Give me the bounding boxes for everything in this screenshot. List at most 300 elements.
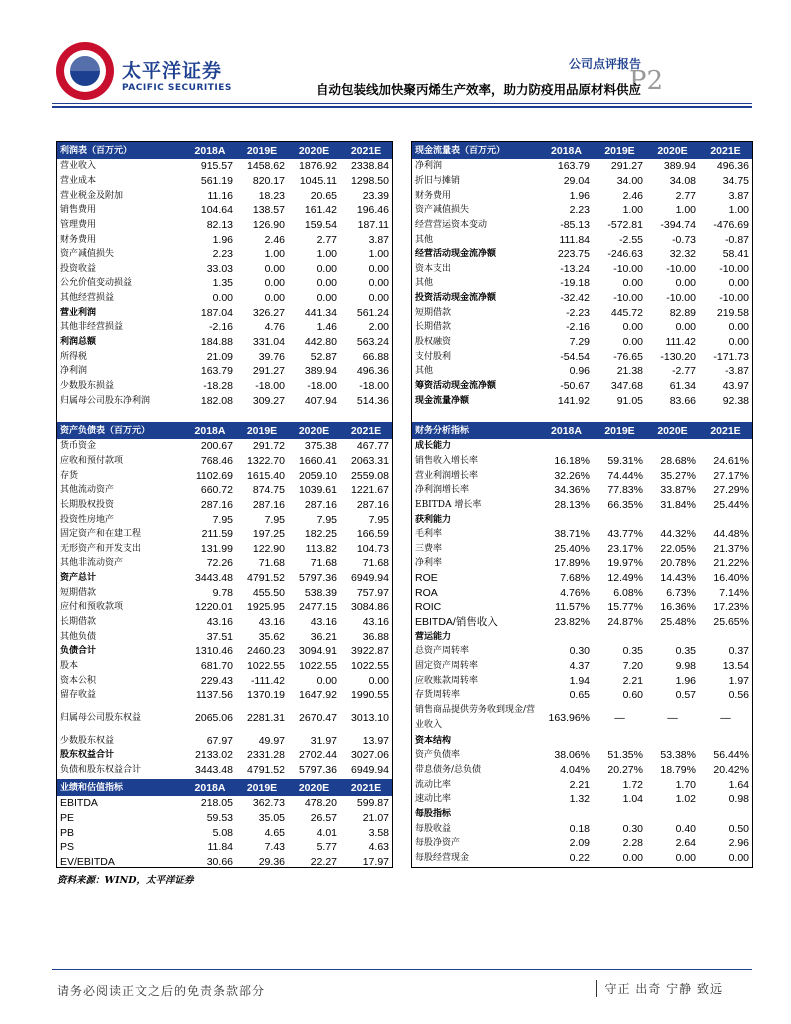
cell-value: 757.97: [356, 586, 389, 599]
cell-value: 4.04%: [560, 764, 590, 777]
data-source-note: 资料来源：WIND，太平洋证券: [57, 875, 194, 886]
table-row: [57, 454, 392, 469]
row-label: 毛利率: [415, 529, 443, 540]
cell-value: 43.16: [310, 616, 337, 628]
cell-value: [540, 512, 593, 527]
cell-value: 7.43: [264, 841, 285, 854]
cell-value: 1925.95: [247, 601, 285, 614]
row-label: 每股净资产: [415, 838, 461, 849]
row-label: 存货周转率: [415, 690, 461, 701]
cell-value: 111.84: [559, 233, 590, 246]
table-row: [412, 335, 752, 350]
cell-value: 347.68: [610, 379, 643, 392]
cell-value: 11.16: [207, 189, 233, 202]
table-row: [57, 825, 392, 840]
cell-value: 331.04: [252, 336, 285, 348]
cell-value: 375.38: [304, 440, 337, 453]
table-title: 财务分析指标: [412, 422, 540, 439]
cell-value: 291.27: [252, 365, 285, 378]
table-row: [412, 615, 752, 630]
cell-value: 9.78: [212, 586, 233, 599]
row-label: 每股收益: [415, 823, 452, 834]
section-row: [412, 439, 752, 454]
table-header-row: [57, 779, 392, 796]
row-label: 总资产周转率: [415, 646, 470, 657]
cell-value: 2.96: [728, 837, 749, 850]
cell-value: 25.44%: [713, 498, 749, 511]
cell-value: 43.16: [362, 616, 389, 628]
cell-value: 2477.15: [299, 601, 337, 614]
cell-value: [540, 807, 593, 822]
cell-value: 0.22: [569, 851, 590, 864]
column-header: 2021E: [699, 142, 752, 159]
cell-value: 1370.19: [247, 689, 285, 702]
table-row: [412, 483, 752, 498]
table-row: [412, 320, 752, 335]
table-row: [412, 763, 752, 778]
cell-value: -18.28: [203, 379, 233, 392]
table-row: [412, 703, 752, 734]
cell-value: 1.00: [675, 204, 696, 217]
cell-value: 0.37: [728, 645, 749, 658]
cell-value: 43.97: [722, 379, 749, 392]
table-row: [412, 218, 752, 233]
cell-value: 1039.61: [299, 484, 337, 497]
table-row: [412, 688, 752, 703]
column-header: 2019E: [593, 142, 646, 159]
row-label: 每股经营现金: [415, 852, 470, 863]
row-label: EBITDA: [60, 797, 98, 810]
cell-value: 71.68: [258, 557, 285, 570]
cell-value: 1.00: [264, 248, 285, 261]
row-label: 其他经营损益: [60, 293, 115, 304]
row-label: 营业利润: [60, 307, 97, 318]
cell-value: 2.21: [622, 674, 643, 687]
cell-value: 3.87: [728, 189, 749, 202]
cell-value: 2.46: [264, 233, 285, 246]
table-row: [57, 571, 392, 586]
cell-value: 187.11: [357, 218, 389, 231]
table-row: [412, 498, 752, 513]
cell-value: 18.23: [258, 189, 285, 202]
row-label: 净利润: [415, 161, 443, 172]
table-row: [57, 247, 392, 262]
table-row: [57, 232, 392, 247]
cell-value: 1220.01: [195, 601, 233, 614]
column-header: 2018A: [184, 422, 236, 439]
cell-value: 2338.84: [351, 160, 389, 173]
cell-value: 163.79: [200, 365, 233, 378]
cell-value: 1322.70: [247, 454, 285, 467]
cell-value: [699, 807, 752, 822]
cell-value: 563.24: [356, 336, 389, 348]
cell-value: 163.79: [557, 160, 590, 173]
cell-value: 20.42%: [713, 764, 749, 777]
cell-value: 20.65: [310, 189, 337, 202]
cell-value: 131.99: [200, 542, 233, 555]
cell-value: 0.35: [622, 645, 643, 658]
cell-value: 29.36: [258, 855, 285, 868]
cell-value: 122.90: [252, 542, 285, 555]
cell-value: -54.54: [560, 350, 590, 363]
table-row: [57, 840, 392, 855]
cell-value: 7.95: [368, 513, 389, 526]
row-label: 少数股东权益: [60, 735, 115, 746]
cell-value: [540, 734, 593, 749]
cell-value: 16.18%: [554, 454, 590, 467]
cell-value: 2.28: [622, 837, 643, 850]
column-header: 2021E: [340, 779, 392, 796]
table-row: [57, 393, 392, 408]
financial-ratios-table: [412, 422, 752, 865]
cell-value: 1.04: [622, 793, 643, 806]
cell-value: 681.70: [200, 659, 233, 672]
cell-value: -85.13: [560, 218, 590, 231]
cell-value: 23.39: [362, 189, 389, 202]
table-row: [57, 159, 392, 174]
cell-value: 467.77: [356, 440, 389, 453]
cell-value: 0.40: [675, 822, 696, 835]
row-label: 存货: [60, 470, 79, 481]
row-label: 经营营运资本变动: [415, 219, 488, 230]
row-label: 流动比率: [415, 779, 452, 790]
row-label: 销售收入增长率: [415, 455, 479, 466]
cell-value: 3.58: [368, 826, 389, 839]
cell-value: 56.44%: [713, 749, 749, 762]
cell-value: 1.00: [316, 248, 337, 261]
row-label: 长期借款: [415, 322, 452, 333]
balance-sheet-table: [57, 422, 392, 777]
cell-value: 0.00: [316, 674, 337, 687]
cell-value: 538.39: [304, 586, 337, 599]
cell-value: 77.83%: [607, 484, 643, 497]
cell-value: 6.73%: [666, 586, 696, 599]
cell-value: 2.64: [675, 837, 696, 850]
cell-value: 362.73: [252, 797, 285, 810]
cell-value: 3084.86: [351, 601, 389, 614]
table-row: [57, 763, 392, 778]
row-label: 货币资金: [60, 441, 97, 452]
table-title: 现金流量表（百万元）: [412, 142, 540, 159]
cell-value: 0.65: [569, 689, 590, 702]
cell-value: 291.72: [252, 440, 285, 453]
row-label: 资本支出: [415, 263, 452, 274]
table-row: [57, 541, 392, 556]
cell-value: 25.40%: [554, 542, 590, 555]
cell-value: 1.35: [212, 277, 233, 290]
cell-value: 196.46: [356, 204, 389, 217]
cell-value: 0.30: [622, 822, 643, 835]
cell-value: 3094.91: [299, 645, 337, 658]
row-label: 营业成本: [60, 175, 97, 186]
cell-value: 0.30: [569, 645, 590, 658]
cell-value: 187.04: [200, 306, 233, 319]
cell-value: 20.78%: [660, 557, 696, 570]
column-header: 2019E: [236, 422, 288, 439]
table-row: [57, 659, 392, 674]
cell-value: -0.87: [725, 233, 749, 246]
column-header: 2020E: [646, 422, 699, 439]
cell-value: 218.05: [200, 797, 233, 810]
cell-value: -18.00: [255, 379, 285, 392]
row-label: 营业收入: [60, 161, 97, 172]
row-label: 资产减值损失: [415, 205, 470, 216]
cell-value: 5797.36: [299, 572, 337, 585]
cell-value: 19.97%: [607, 557, 643, 570]
cell-value: 22.05%: [660, 542, 696, 555]
table-row: [412, 393, 752, 408]
table-row: [57, 291, 392, 306]
report-title: 自动包装线加快聚丙烯生产效率，助力防疫用品原材料供应: [315, 82, 641, 97]
cell-value: 7.29: [569, 336, 590, 348]
cell-value: [593, 512, 646, 527]
cell-value: -76.65: [613, 350, 643, 363]
table-row: [57, 364, 392, 379]
cell-value: 1298.50: [351, 174, 389, 187]
cell-value: 24.87%: [607, 616, 643, 628]
table-row: [57, 305, 392, 320]
cell-value: 2.46: [622, 189, 643, 202]
cell-value: 0.00: [675, 851, 696, 864]
cell-value: 34.36%: [554, 484, 590, 497]
cell-value: 21.09: [206, 350, 233, 363]
cell-value: 1310.46: [195, 645, 233, 658]
table-row: [57, 703, 392, 734]
cell-value: 229.43: [200, 674, 233, 687]
cell-value: 4.76%: [560, 586, 590, 599]
table-row: [57, 585, 392, 600]
cell-value: 16.36%: [660, 601, 696, 614]
cell-value: 34.00: [616, 174, 643, 187]
cell-value: 44.32%: [660, 528, 696, 541]
cell-value: 23.82%: [554, 616, 590, 628]
cell-value: 113.82: [305, 542, 337, 555]
table-row: [412, 305, 752, 320]
row-label: 资本结构: [415, 735, 452, 746]
cell-value: 32.32: [669, 248, 696, 261]
table-row: [57, 855, 392, 870]
cell-value: 0.00: [264, 277, 285, 290]
cell-value: [699, 629, 752, 644]
cell-value: 1647.92: [299, 689, 337, 702]
row-label: 投资收益: [60, 263, 97, 274]
table-row: [412, 541, 752, 556]
cell-value: -10.00: [666, 292, 696, 305]
row-label: 长期股权投资: [60, 499, 115, 510]
cell-value: [593, 734, 646, 749]
table-row: [57, 673, 392, 688]
row-label: 其他非经营损益: [60, 322, 124, 333]
cell-value: -130.20: [660, 350, 696, 363]
table-row: [412, 261, 752, 276]
cell-value: 126.90: [252, 218, 285, 231]
table-row: [412, 851, 752, 866]
table-row: [412, 527, 752, 542]
cell-value: 820.17: [252, 174, 285, 187]
cashflow-statement-table: [412, 142, 752, 408]
column-header: 2018A: [184, 779, 236, 796]
row-label: 无形资产和开发支出: [60, 543, 142, 554]
cell-value: 7.95: [316, 513, 337, 526]
table-row: [57, 629, 392, 644]
row-label: 经营活动现金流净额: [415, 249, 497, 260]
row-label: 财务费用: [60, 234, 97, 245]
table-row: [57, 748, 392, 763]
cell-value: 1.46: [316, 321, 337, 334]
cell-value: 35.05: [258, 811, 285, 824]
page-number: P2: [628, 66, 663, 96]
row-label: 少数股东损益: [60, 380, 115, 391]
cell-value: 1.64: [728, 778, 749, 791]
cell-value: -572.81: [607, 218, 643, 231]
row-label: 归属母公司股东净利润: [60, 395, 151, 406]
cell-value: 599.87: [356, 797, 389, 810]
row-label: PB: [60, 826, 75, 839]
cell-value: 33.03: [206, 262, 233, 275]
company-logo-icon: [54, 40, 116, 102]
cell-value: 1.02: [675, 793, 696, 806]
cell-value: 442.80: [304, 336, 337, 348]
cell-value: 309.27: [252, 394, 285, 407]
row-label: 成长能力: [415, 441, 452, 452]
cell-value: 23.17%: [607, 542, 643, 555]
table-row: [57, 188, 392, 203]
table-row: [412, 600, 752, 615]
row-label: 筹资活动现金流净额: [415, 380, 497, 391]
cell-value: 6949.94: [351, 572, 389, 585]
row-label: 净利润增长率: [415, 485, 470, 496]
cell-value: 7.14%: [719, 586, 749, 599]
cell-value: 53.38%: [660, 749, 696, 762]
table-row: [57, 644, 392, 659]
cell-value: 7.68%: [560, 572, 590, 585]
cell-value: 0.00: [368, 674, 389, 687]
table-title: 利润表（百万元）: [57, 142, 184, 159]
row-label: 负债和股东权益合计: [60, 765, 142, 776]
cell-value: 2.00: [368, 321, 389, 334]
cell-value: [593, 807, 646, 822]
table-row: [57, 468, 392, 483]
table-title: 资产负债表（百万元）: [57, 422, 184, 439]
cell-value: 104.73: [356, 542, 389, 555]
cell-value: 182.25: [304, 528, 337, 541]
cell-value: 0.96: [569, 365, 590, 378]
cell-value: 5.77: [316, 841, 337, 854]
row-label: 支付股利: [415, 351, 452, 362]
cell-value: 2063.31: [351, 454, 389, 467]
cell-value: 21.07: [362, 811, 389, 824]
report-type: 公司点评报告: [568, 57, 641, 71]
cell-value: 0.00: [316, 262, 337, 275]
cell-value: 3443.48: [195, 572, 233, 585]
table-row: [412, 454, 752, 469]
section-row: [412, 734, 752, 749]
cell-value: 11.57%: [555, 601, 590, 614]
cell-value: 561.19: [200, 174, 233, 187]
cell-value: 2281.31: [247, 711, 285, 724]
column-header: 2020E: [288, 422, 340, 439]
cell-value: 59.31%: [607, 454, 643, 467]
cell-value: [646, 512, 699, 527]
cell-value: 39.76: [258, 350, 285, 363]
cell-value: -2.55: [619, 233, 643, 246]
cell-value: 0.56: [728, 689, 749, 702]
table-row: [412, 644, 752, 659]
cell-value: 0.00: [728, 851, 749, 864]
cell-value: 66.88: [362, 350, 389, 363]
column-header: 2018A: [540, 142, 593, 159]
cell-value: 2.09: [569, 837, 590, 850]
row-label: 营运能力: [415, 631, 452, 642]
cell-value: -171.73: [713, 350, 749, 363]
cell-value: 219.58: [716, 306, 749, 319]
row-label: 资产总计: [60, 573, 97, 584]
row-label: 资产负债率: [415, 750, 461, 761]
cell-value: 1.94: [569, 674, 590, 687]
cell-value: 2670.47: [299, 711, 337, 724]
cell-value: 12.49%: [607, 572, 643, 585]
cell-value: 389.94: [663, 160, 696, 173]
cell-value: [646, 439, 699, 454]
cell-value: —: [720, 711, 731, 724]
table-row: [57, 734, 392, 749]
cell-value: 1990.55: [351, 689, 389, 702]
cell-value: -19.18: [560, 277, 590, 290]
row-label: 股权融资: [415, 337, 452, 347]
cell-value: 1022.55: [247, 659, 285, 672]
table-row: [412, 247, 752, 262]
cell-value: -3.87: [725, 365, 749, 378]
cell-value: 0.00: [728, 336, 749, 348]
table-row: [57, 527, 392, 542]
table-row: [57, 688, 392, 703]
cell-value: 1.97: [728, 674, 749, 687]
cell-value: 4.01: [316, 826, 337, 839]
cell-value: 326.27: [252, 306, 285, 319]
cell-value: 441.34: [304, 306, 337, 319]
cell-value: [699, 512, 752, 527]
cell-value: 159.54: [304, 218, 337, 231]
cell-value: -10.00: [666, 262, 696, 275]
table-row: [412, 792, 752, 807]
cell-value: 200.67: [200, 440, 233, 453]
cell-value: 0.00: [264, 292, 285, 305]
column-header: 2019E: [236, 142, 288, 159]
table-row: [412, 364, 752, 379]
cell-value: 1221.67: [351, 484, 389, 497]
cell-value: -0.73: [672, 233, 696, 246]
cell-value: -111.42: [250, 674, 285, 687]
column-header: 2018A: [540, 422, 593, 439]
column-header: 2021E: [340, 422, 392, 439]
cell-value: 82.13: [206, 218, 233, 231]
cell-value: 1660.41: [299, 454, 337, 467]
cell-value: 1.00: [728, 204, 749, 217]
row-label: 三费率: [415, 543, 443, 554]
table-row: [57, 811, 392, 826]
cell-value: 7.20: [622, 659, 643, 672]
column-header: 2021E: [340, 142, 392, 159]
header-rule: [52, 103, 752, 104]
column-header: 2021E: [699, 422, 752, 439]
row-label: 股东权益合计: [60, 750, 115, 761]
cell-value: 561.24: [356, 306, 389, 319]
row-label: EBITDA 增长率: [415, 499, 482, 510]
row-label: ROIC: [415, 601, 442, 614]
row-label: 短期借款: [415, 307, 452, 318]
cell-value: 14.43%: [660, 572, 696, 585]
table-row: [412, 379, 752, 394]
